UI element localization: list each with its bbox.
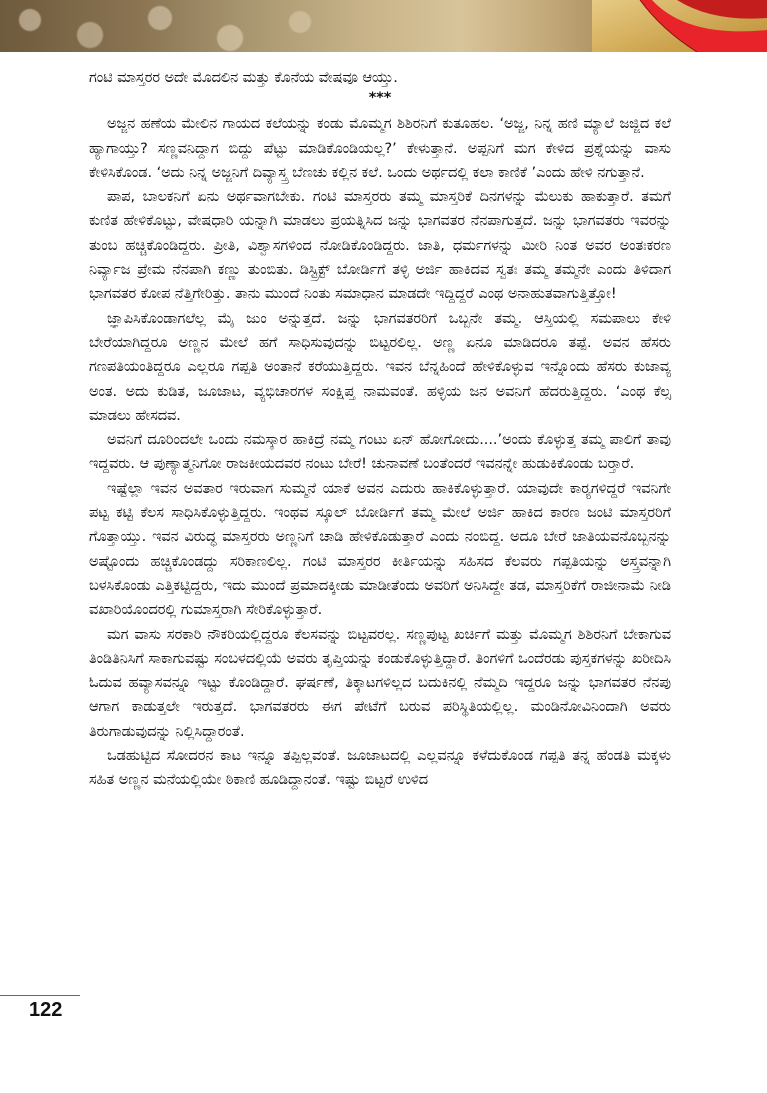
paragraph: ಒಡಹುಟ್ಟಿದ ಸೋದರನ ಕಾಟ ಇನ್ನೂ ತಪ್ಪಿಲ್ಲವಂತೆ. ಜೂಜಾಟದಲ್ಲಿ ಎಲ್ಲವನ್ನೂ ಕಳೆದುಕೊಂಡ ಗಪ್ಪತಿ ತನ್ನ ಹೆಂಡತಿ ಮಕ್ಕಳು ಸಹಿತ ಅಣ್ಣನ ಮನೆಯಲ್ಲಿಯೇ ಠಿಕಾಣಿ ಹೂಡಿದ್ದಾನಂತೆ. ಇಷ್ಟು ಬಿಟ್ಟರೆ ಉಳಿದ <box>89 748 671 789</box>
paragraph: ಪಾಪ, ಬಾಲಕನಿಗೆ ಏನು ಅರ್ಥವಾಗಬೇಕು. ಗಂಟಿ ಮಾಸ್ತರರು ತಮ್ಮ ಮಾಸ್ತರಿಕೆ ದಿನಗಳನ್ನು ಮೆಲುಕು ಹಾಕುತ್ತಾರೆ. ತಮಗೆ ಕುಣಿತ ಹೇಳಿಕೊಟ್ಟು, ವೇಷಧಾರಿ ಯನ್ನಾಗಿ ಮಾಡಲು ಪ್ರಯತ್ನಿಸಿದ ಜನ್ನು ಭಾಗವತರ ನೆನಪಾಗುತ್ತದೆ. ಜನ್ನು ಭಾಗವತರು ಇವರನ್ನು ತುಂಬ ಹಚ್ಚಿಕೊಂಡಿದ್ದರು. ಪ್ರೀತಿ, ವಿಶ್ವಾಸಗಳಿಂದ ನೋಡಿಕೊಂಡಿದ್ದರು. ಜಾತಿ, ಧರ್ಮಗಳನ್ನು ಮೀರಿ ನಿಂತ ಅವರ ಅಂತಃಕರಣ ನಿರ್ವ್ಯಾಜ ಪ್ರೇಮ ನೆನಪಾಗಿ ಕಣ್ಣು ತುಂಬಿತು. ಡಿಸ್ಟ್ರಿಕ್ಟ್ ಬೋರ್ಡಿಗೆ ತಳ್ಳಿ ಅರ್ಜಿ ಹಾಕಿದವ ಸ್ವತಃ ತಮ್ಮ ತಮ್ಮನೇ ಎಂದು ತಿಳಿದಾಗ ಭಾಗವತರ ಕೋಪ ನೆತ್ತಿಗೇರಿತ್ತು. ತಾನು ಮುಂದೆ ನಿಂತು ಸಮಾಧಾನ ಮಾಡದೇ ಇದ್ದಿದ್ದರೆ ಎಂಥ ಅನಾಹುತವಾಗುತ್ತಿತ್ತೋ! <box>89 189 671 303</box>
paragraph: ಇಷ್ಟೆಲ್ಲಾ ಇವನ ಅವತಾರ ಇರುವಾಗ ಸುಮ್ಮನೆ ಯಾಕೆ ಅವನ ಎದುರು ಹಾಕಿಕೊಳ್ಳುತ್ತಾರೆ. ಯಾವುದೇ ಕಾರ್‍ಯಗಳಿದ್ದರೆ ಇವನಿಗೇ ಪಟ್ಟ ಕಟ್ಟಿ ಕೆಲಸ ಸಾಧಿಸಿಕೊಳ್ಳುತ್ತಿದ್ದರು. ಇಂಥವ ಸ್ಕೂಲ್ ಬೋರ್ಡಿಗೆ ತಮ್ಮ ಮೇಲೆ ಅರ್ಜಿ ಹಾಕಿದ ಕಾರಣ ಜಂಟಿ ಮಾಸ್ತರರಿಗೆ ಗೊತ್ತಾಯ್ತು. ಇವನ ವಿರುದ್ಧ ಮಾಸ್ತರರು ಅಣ್ಣನಿಗೆ ಚಾಡಿ ಹೇಳಿಕೊಡುತ್ತಾರೆ ಎಂದು ನಂಬಿದ್ದ. ಅದೂ ಬೇರೆ ಜಾತಿಯವನೊಬ್ಬನನ್ನು ಅಷ್ಟೊಂದು ಹಚ್ಚಿಕೊಂಡದ್ದು ಸರಿಕಾಣಲಿಲ್ಲ. ಗಂಟಿ ಮಾಸ್ತರರ ಕೀರ್ತಿಯನ್ನು ಸಹಿಸದ ಕೆಲವರು ಗಪ್ಪತಿಯನ್ನು ಅಸ್ತ್ರವನ್ನಾಗಿ ಬಳಸಿಕೊಂಡು ಎತ್ತಿಕಟ್ಟಿದ್ದರು, ಇದು ಮುಂದೆ ಪ್ರಮಾದಕ್ಕೀಡು ಮಾಡೀತೆಂದು ಅವರಿಗೆ ಅನಿಸಿದ್ದೇ ತಡ, ಮಾಸ್ತರಿಕೆಗೆ ರಾಜೀನಾಮೆ ನೀಡಿ ವಖಾರಿಯೊಂದರಲ್ಲಿ ಗುಮಾಸ್ತರಾಗಿ ಸೇರಿಕೊಳ್ಳುತ್ತಾರೆ. <box>89 480 671 619</box>
footer-rule <box>0 995 80 996</box>
header-banner <box>0 0 767 52</box>
paragraph: ಮಗ ವಾಸು ಸರಕಾರಿ ನೌಕರಿಯಲ್ಲಿದ್ದರೂ ಕೆಲಸವನ್ನು ಬಿಟ್ಟವರಲ್ಲ. ಸಣ್ಣಪುಟ್ಟ ಖರ್ಚಿಗೆ ಮತ್ತು ಮೊಮ್ಮಗ ಶಿಶಿರನಿಗೆ ಬೇಕಾಗುವ ತಿಂಡಿತಿನಿಸಿಗೆ ಸಾಕಾಗುವಷ್ಟು ಸಂಬಳದಲ್ಲಿಯೆ ಅವರು ತೃಪ್ತಿಯನ್ನು ಕಂಡುಕೊಳ್ಳುತ್ತಿದ್ದಾರೆ. ತಿಂಗಳಿಗೆ ಒಂದೆರಡು ಪುಸ್ತಕಗಳನ್ನು ಖರೀದಿಸಿ ಓದುವ ಹವ್ಯಾಸವನ್ನೂ ಇಟ್ಟು ಕೊಂಡಿದ್ದಾರೆ. ಘರ್ಷಣೆ, ತಿಕ್ಕಾಟಗಳಿಲ್ಲದ ಬದುಕಿನಲ್ಲಿ ನೆಮ್ಮದಿ ಇದ್ದರೂ ಜನ್ನು ಭಾಗವತರ ನೆನಪು ಆಗಾಗ ಕಾಡುತ್ತಲೇ ಇರುತ್ತದೆ. ಭಾಗವತರರು ಈಗ ಪೇಟೆಗೆ ಬರುವ ಪರಿಸ್ಥಿತಿಯಲ್ಲಿಲ್ಲ. ಮಂಡಿನೋವಿನಿಂದಾಗಿ ಅವರು ತಿರುಗಾಡುವುದನ್ನು ನಿಲ್ಲಿಸಿದ್ದಾರಂತೆ. <box>89 626 671 740</box>
section-separator: *** <box>368 90 392 107</box>
paragraph: ಅಜ್ಜನ ಹಣೆಯ ಮೇಲಿನ ಗಾಯದ ಕಲೆಯನ್ನು ಕಂಡು ಮೊಮ್ಮಗ ಶಿಶಿರನಿಗೆ ಕುತೂಹಲ. ‘ಅಜ್ಜ, ನಿನ್ನ ಹಣಿ ಮ್ಯಾಲೆ ಜಜ್ಜಿದ ಕಲೆ ಹ್ಯಾಗಾಯ್ತು? ಸಣ್ಣವನಿದ್ದಾಗ ಬಿದ್ದು ಪೆಟ್ಟು ಮಾಡಿಕೊಂಡಿಯಲ್ಲ?’ ಕೇಳುತ್ತಾನೆ. ಅಪ್ಪನಿಗೆ ಮಗ ಕೇಳಿದ ಪ್ರಶ್ನೆಯನ್ನು ವಾಸು ಕೇಳಿಸಿಕೊಂಡ. ‘ಅದು ನಿನ್ನ ಅಜ್ಜನಿಗೆ ದಿವ್ಯಾಸ್ತ್ರ ಬೆಣಚು ಕಲ್ಲಿನ ಕಲೆ. ಒಂದು ಅರ್ಥದಲ್ಲಿ ಕಲಾ ಕಾಣಿಕೆ ’ಎಂದು ಹೇಳಿ ನಗುತ್ತಾನೆ. <box>89 116 671 181</box>
banner-leaf-decoration <box>592 0 767 52</box>
article-body <box>89 66 671 793</box>
paragraph: ಜ್ಞಾಪಿಸಿಕೊಂಡಾಗಲೆಲ್ಲ ಮೈ ಜುಂ ಅನ್ನುತ್ತದೆ. ಜನ್ನು ಭಾಗವತರರಿಗೆ ಒಬ್ಬನೇ ತಮ್ಮ. ಆಸ್ತಿಯಲ್ಲಿ ಸಮಪಾಲು ಕೇಳಿ ಬೇರೆಯಾಗಿದ್ದರೂ ಅಣ್ಣನ ಮೇಲೆ ಹಗೆ ಸಾಧಿಸುವುದನ್ನು ಬಿಟ್ಟರಲಿಲ್ಲ. ಅಣ್ಣ ಏನೂ ಮಾಡಿದರೂ ತಪ್ಪೆ. ಅವನ ಹೆಸರು ಗಣಪತಿಯಂತಿದ್ದರೂ ಎಲ್ಲರೂ ಗಪ್ಪತಿ ಅಂತಾನೆ ಕರೆಯುತ್ತಿದ್ದರು. ಇವನ ಬೆನ್ನಹಿಂದೆ ಹೇಳಿಕೊಳ್ಳುವ ಇನ್ನೊಂದು ಹೆಸರು ಕುಜಾವ್ಯ ಅಂತ. ಅದು ಕುಡಿತ, ಜೂಜಾಟ, ವ್ಯಭಿಚಾರಗಳ ಸಂಕ್ಷಿಪ್ತ ನಾಮವಂತೆ. ಹಳ್ಳಿಯ ಜನ ಅವನಿಗೆ ಹೆದರುತ್ತಿದ್ದರು. ‘ಎಂಥ ಕೆಲ್ಸ ಮಾಡಲು ಹೇಸದವ. <box>89 310 671 424</box>
banner-texture <box>0 0 360 52</box>
page-number: 122 <box>29 999 63 1021</box>
paragraph: ಗಂಟಿ ಮಾಸ್ತರರ ಅದೇ ಮೊದಲಿನ ಮತ್ತು ಕೊನೆಯ ವೇಷವೂ ಆಯ್ತು. <box>89 70 398 86</box>
paragraph: ಅವನಿಗೆ ದೂರಿಂದಲೇ ಒಂದು ನಮಸ್ಕಾರ ಹಾಕಿದ್ರೆ ನಮ್ಮ ಗಂಟು ಏನ್ ಹೋಗೋದು....’ಅಂದು ಕೊಳ್ಳುತ್ತ ತಮ್ಮ ಪಾಲಿಗೆ ತಾವು ಇದ್ದವರು. ಆ ಪುಣ್ಯಾತ್ಮನಿಗೋ ರಾಜಕೀಯದವರ ನಂಟು ಬೇರೆ! ಚುನಾವಣೆ ಬಂತೆಂದರೆ ಇವನನ್ನೇ ಹುಡುಕಿಕೊಂಡು ಬರ್‍ತಾರೆ. <box>89 432 671 473</box>
